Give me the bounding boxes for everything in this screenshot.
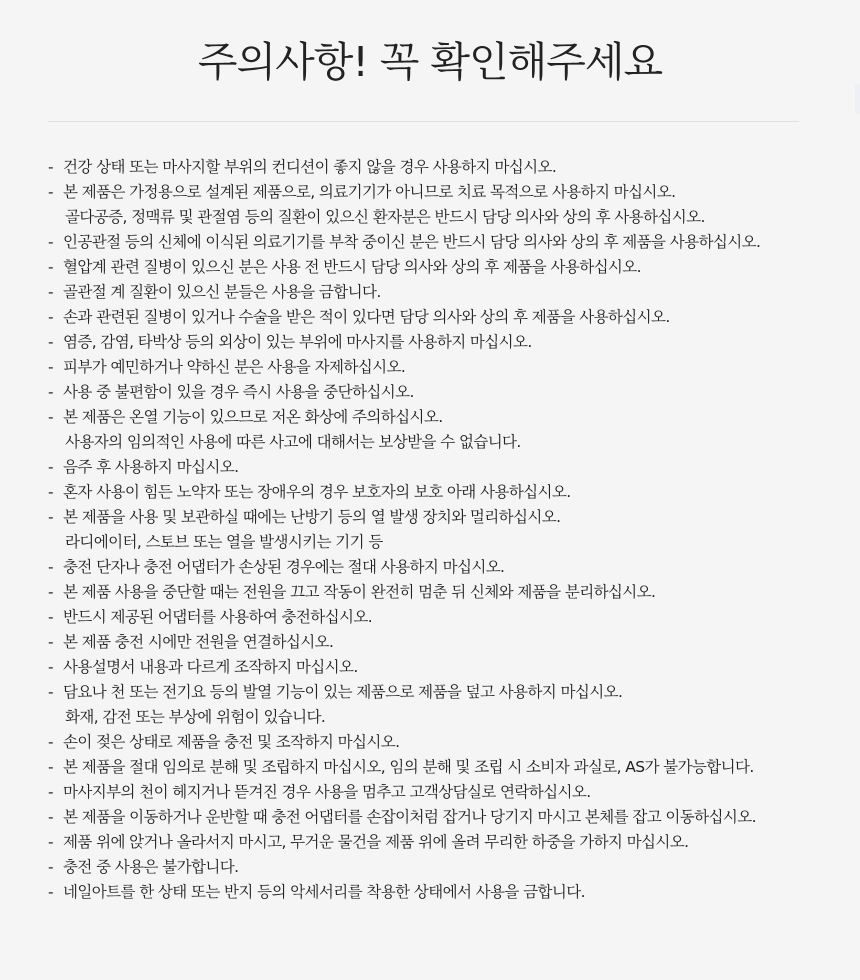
caution-text (63, 580, 655, 605)
caution-text (63, 655, 358, 680)
bullet-dash: - (48, 633, 53, 651)
bullet-dash: - (48, 783, 53, 801)
caution-text (63, 630, 333, 655)
bullet-dash: - (48, 808, 53, 826)
caution-item (48, 155, 838, 180)
caution-item (48, 880, 838, 905)
caution-item (48, 405, 838, 455)
caution-line: 제품 위에 앉거나 올라서지 마시고, 무거운 물건을 제품 위에 올려 무리한 하중을 가하지 마십시오. (63, 833, 689, 851)
bullet-dash: - (48, 483, 53, 501)
bullet-dash: - (48, 233, 53, 251)
caution-text (63, 230, 760, 255)
caution-text (63, 330, 532, 355)
caution-item (48, 605, 838, 630)
caution-line: 본 제품 사용을 중단할 때는 전원을 끄고 작동이 완전히 멈춘 뒤 신체와 제품을 분리하십시오. (63, 583, 656, 601)
caution-item (48, 655, 838, 680)
bullet-dash: - (48, 358, 53, 376)
caution-line: 마사지부의 천이 헤지거나 뜯겨진 경우 사용을 멈추고 고객상담실로 연락하십시오. (63, 783, 591, 801)
caution-text (63, 155, 556, 180)
bullet-dash: - (48, 608, 53, 626)
bullet-dash: - (48, 183, 53, 201)
caution-text (63, 280, 381, 305)
title-divider (48, 121, 799, 122)
bullet-dash: - (48, 683, 53, 701)
caution-text (63, 805, 756, 830)
caution-text (63, 605, 372, 630)
caution-item (48, 305, 838, 330)
caution-subline: 라디에이터, 스토브 또는 열을 발생시키는 기기 등 (65, 533, 383, 551)
caution-item (48, 680, 838, 730)
caution-item (48, 280, 838, 305)
page-title: 주의사항! 꼭 확인해주세요 (197, 38, 663, 86)
caution-line: 손과 관련된 질병이 있거나 수술을 받은 적이 있다면 담당 의사와 상의 후 제품을 사용하십시오. (63, 308, 670, 326)
caution-text (63, 455, 238, 480)
caution-subline: 화재, 감전 또는 부상에 위험이 있습니다. (65, 708, 326, 726)
bullet-dash: - (48, 308, 53, 326)
bullet-dash: - (48, 383, 53, 401)
bullet-dash: - (48, 458, 53, 476)
bullet-dash: - (48, 158, 53, 176)
caution-text (63, 755, 754, 780)
caution-line: 혼자 사용이 힘든 노약자 또는 장애우의 경우 보호자의 보호 아래 사용하십시오. (63, 483, 571, 501)
caution-text (63, 680, 622, 730)
caution-line: 건강 상태 또는 마사지할 부위의 컨디션이 좋지 않을 경우 사용하지 마십시오. (63, 158, 557, 176)
caution-text (63, 505, 561, 555)
caution-item (48, 355, 838, 380)
caution-item (48, 830, 838, 855)
caution-item (48, 730, 838, 755)
caution-item (48, 505, 838, 555)
bullet-dash: - (48, 283, 53, 301)
caution-text (63, 305, 670, 330)
caution-item (48, 230, 838, 255)
caution-line: 혈압계 관련 질병이 있으신 분은 사용 전 반드시 담당 의사와 상의 후 제품을 사용하십시오. (63, 258, 642, 276)
caution-item (48, 480, 838, 505)
bullet-dash: - (48, 858, 53, 876)
caution-line: 본 제품은 온열 기능이 있으므로 저온 화상에 주의하십시오. (63, 408, 443, 426)
caution-item (48, 555, 838, 580)
caution-text (63, 880, 585, 905)
caution-item (48, 455, 838, 480)
caution-line: 음주 후 사용하지 마십시오. (63, 458, 239, 476)
caution-item (48, 255, 838, 280)
bullet-dash: - (48, 508, 53, 526)
caution-item (48, 805, 838, 830)
caution-line: 충전 단자나 충전 어댑터가 손상된 경우에는 절대 사용하지 마십시오. (63, 558, 505, 576)
caution-line: 충전 중 사용은 불가합니다. (63, 858, 239, 876)
caution-line: 사용 중 불편함이 있을 경우 즉시 사용을 중단하십시오. (63, 383, 414, 401)
caution-line: 네일아트를 한 상태 또는 반지 등의 악세서리를 착용한 상태에서 사용을 금합니다. (63, 883, 585, 901)
caution-line: 골관절 계 질환이 있으신 분들은 사용을 금합니다. (63, 283, 381, 301)
caution-text (63, 780, 591, 805)
caution-list (48, 155, 838, 905)
bullet-dash: - (48, 408, 53, 426)
caution-line: 본 제품을 이동하거나 운반할 때 충전 어댑터를 손잡이처럼 잡거나 당기지 마시고 본체를 잡고 이동하십시오. (63, 808, 756, 826)
caution-item (48, 580, 838, 605)
caution-line: 피부가 예민하거나 약하신 분은 사용을 자제하십시오. (63, 358, 406, 376)
bullet-dash: - (48, 558, 53, 576)
caution-line: 사용설명서 내용과 다르게 조작하지 마십시오. (63, 658, 358, 676)
bullet-dash: - (48, 733, 53, 751)
bullet-dash: - (48, 883, 53, 901)
bullet-dash: - (48, 658, 53, 676)
caution-text (63, 380, 414, 405)
caution-text (63, 855, 238, 880)
caution-line: 담요나 천 또는 전기요 등의 발열 기능이 있는 제품으로 제품을 덮고 사용하지 마십시오. (63, 683, 623, 701)
caution-subline: 사용자의 임의적인 사용에 따른 사고에 대해서는 보상받을 수 없습니다. (65, 433, 521, 451)
caution-line: 손이 젖은 상태로 제품을 충전 및 조작하지 마십시오. (63, 733, 400, 751)
bullet-dash: - (48, 758, 53, 776)
caution-item (48, 330, 838, 355)
caution-item (48, 630, 838, 655)
caution-text (63, 555, 504, 580)
caution-item (48, 755, 838, 780)
caution-item (48, 380, 838, 405)
caution-item (48, 780, 838, 805)
edge-accent (855, 84, 860, 114)
caution-line: 본 제품을 사용 및 보관하실 때에는 난방기 등의 열 발생 장치와 멀리하십시오. (63, 508, 561, 526)
caution-line: 반드시 제공된 어댑터를 사용하여 충전하십시오. (63, 608, 373, 626)
caution-subline: 골다공증, 정맥류 및 관절염 등의 질환이 있으신 환자분은 반드시 담당 의사와 상의 후 사용하십시오. (65, 208, 705, 226)
caution-text (63, 255, 641, 280)
caution-line: 본 제품은 가정용으로 설계된 제품으로, 의료기기가 아니므로 치료 목적으로 사용하지 마십시오. (63, 183, 676, 201)
caution-text (63, 405, 521, 455)
caution-line: 본 제품 충전 시에만 전원을 연결하십시오. (63, 633, 334, 651)
caution-text (63, 730, 399, 755)
bullet-dash: - (48, 583, 53, 601)
caution-text (63, 830, 688, 855)
caution-item (48, 855, 838, 880)
caution-text (63, 180, 705, 230)
bullet-dash: - (48, 258, 53, 276)
caution-line: 염증, 감염, 타박상 등의 외상이 있는 부위에 마사지를 사용하지 마십시오. (63, 333, 532, 351)
caution-line: 인공관절 등의 신체에 이식된 의료기기를 부착 중이신 분은 반드시 담당 의사와 상의 후 제품을 사용하십시오. (63, 233, 761, 251)
caution-item (48, 180, 838, 230)
bullet-dash: - (48, 833, 53, 851)
caution-text (63, 355, 405, 380)
bullet-dash: - (48, 333, 53, 351)
caution-line: 본 제품을 절대 임의로 분해 및 조립하지 마십시오, 임의 분해 및 조립 시 소비자 과실로, AS가 불가능합니다. (63, 758, 754, 776)
caution-text (63, 480, 571, 505)
